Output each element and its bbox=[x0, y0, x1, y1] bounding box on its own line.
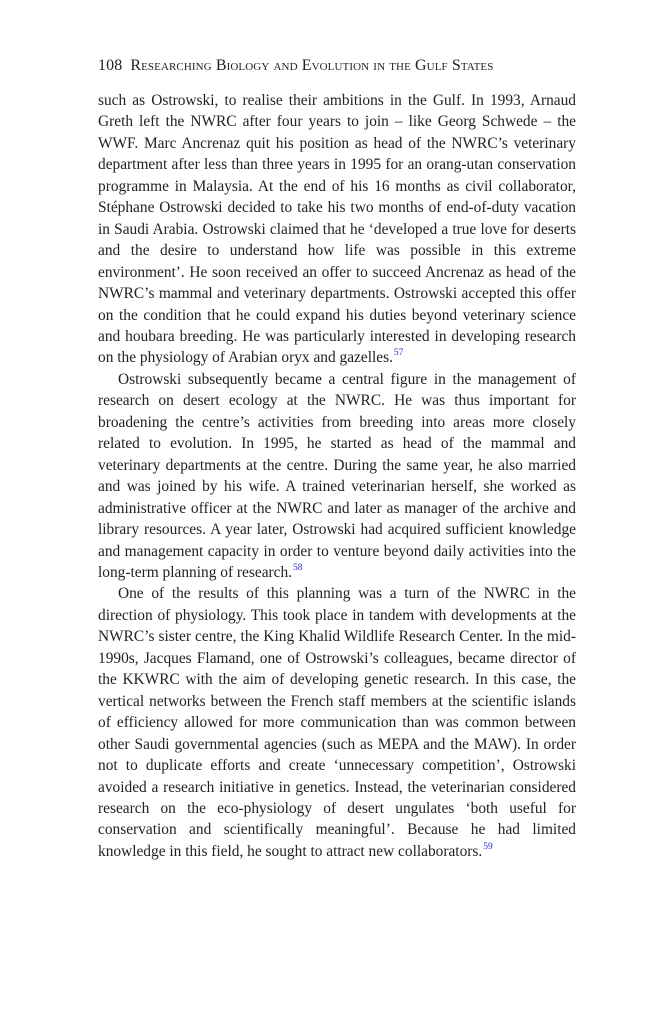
paragraph-text: One of the results of this planning was a turn of the NWRC in the direction of physiology. This took place in tandem with developments at the NWRC’s sister centre, the King Khalid Wildlife Research Center. In the mid-1990s, Jacques Flamand, one of Ostrowski’s colleagues, became director of the KKWRC with the aim of developing genetic research. In this case, the vertical networks between the French staff members at the scientific islands of efficiency allowed for more communication than was common between other Saudi governmental agencies (such as MEPA and the MAW). In order not to duplicate efforts and create ‘unnecessary competition’, Ostrowski avoided a research initiative in genetics. Instead, the veterinarian considered research on the eco-physiology of desert ungulates ‘both useful for conservation and scientifically meaningful’. Because he had limited knowledge in this field, he sought to attract new collaborators. bbox=[98, 585, 576, 860]
footnote-reference[interactable]: 57 bbox=[393, 348, 404, 359]
paragraph-text: Ostrowski subsequently became a central figure in the management of research on desert ecology at the NWRC. He was thus important for broadening the centre’s activities from breeding into areas more closely related to evolution. In 1995, he started as head of the mammal and veterinary departments at the centre. During the same year, he also married and was joined by his wife. A trained veterinarian herself, she worked as administrative officer at the NWRC and later as manager of the archive and library resources. A year later, Ostrowski had acquired sufficient knowledge and management capacity in order to venture beyond daily activities into the long-term planning of research. bbox=[98, 370, 576, 581]
running-head bbox=[98, 54, 576, 78]
running-head-title: Researching Biology and Evolution in the Gulf States bbox=[130, 57, 494, 74]
paragraph bbox=[98, 369, 576, 584]
book-page bbox=[98, 54, 576, 862]
paragraph bbox=[98, 90, 576, 369]
footnote-reference[interactable]: 59 bbox=[483, 841, 493, 852]
footnote-reference[interactable]: 58 bbox=[293, 562, 303, 573]
paragraph-text: such as Ostrowski, to realise their ambitions in the Gulf. In 1993, Arnaud Greth left the NWRC after four years to join – like Georg Schwede – the WWF. Marc Ancrenaz quit his position as head of the NWRC’s veterinary department after less than three years in 1995 for an orang-utan conservation programme in Malaysia. At the end of his 16 months as civil collaborator, Stéphane Ostrowski decided to take his two months of end-of-duty vacation in Saudi Arabia. Ostrowski claimed that he ‘developed a true love for deserts and the desire to understand how life was possible in this extreme environment’. He soon received an offer to succeed Ancrenaz as head of the NWRC’s mammal and veterinary departments. Ostrowski accepted this offer on the condition that he could expand his duties beyond veterinary science and houbara breeding. He was particularly interested in developing research on the physiology of Arabian oryx and gazelles. bbox=[98, 92, 576, 367]
body-text bbox=[98, 90, 576, 862]
page-number: 108 bbox=[98, 57, 123, 74]
paragraph bbox=[98, 583, 576, 862]
